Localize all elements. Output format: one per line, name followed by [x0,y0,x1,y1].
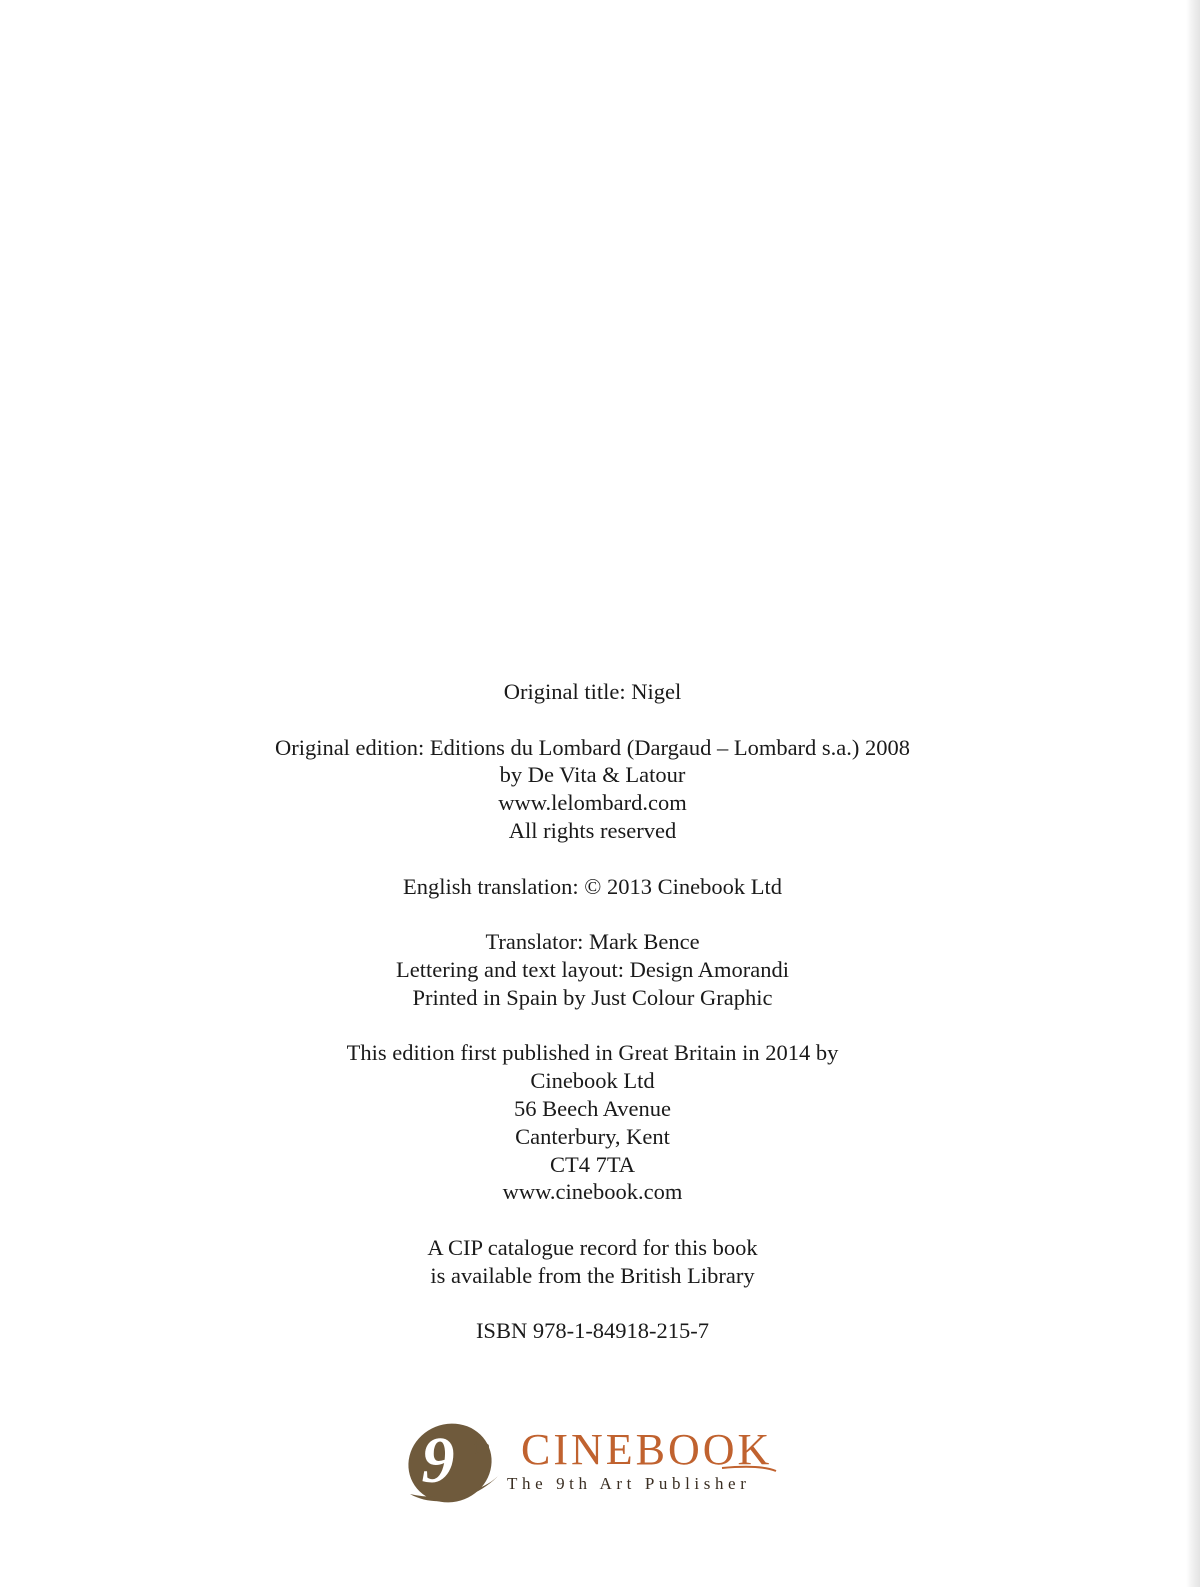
translation-copyright: English translation: © 2013 Cinebook Ltd [403,873,782,899]
spacer [0,900,1185,928]
address-street: 56 Beech Avenue [513,1095,672,1121]
original-edition: Original edition: Editions du Lombard (Dargaud – Lombard s.a.) 2008 [274,734,911,760]
spacer [0,1206,1185,1234]
address-city: Canterbury, Kent [515,1123,670,1149]
emblem-numeral: 9 [421,1424,455,1497]
lettering-credit: Lettering and text layout: Design Amorandi [395,956,790,982]
address-postcode: CT4 7TA [549,1151,636,1177]
original-website: www.lelombard.com [498,790,687,816]
copyright-credits [0,678,1185,1345]
publisher-name: Cinebook Ltd [530,1068,655,1094]
translator-credit: Translator: Mark Bence [485,929,700,955]
cip-notice-line2: is available from the British Library [430,1262,755,1288]
wordmark: CINEBOOK [521,1425,773,1474]
spacer [0,1290,1185,1318]
spacer [0,1012,1185,1040]
page-edge-shadow [1186,0,1200,1587]
isbn: ISBN 978-1-84918-215-7 [475,1318,710,1344]
original-title: Original title: Nigel [503,679,682,704]
authors: by De Vita & Latour [499,762,686,788]
rights-notice: All rights reserved [508,817,677,843]
emblem-superscript: th [473,1434,491,1459]
spacer [0,706,1185,734]
edition-line: This edition first published in Great Britain in 2014 by [346,1040,839,1066]
tagline: The 9th Art Publisher [507,1474,751,1493]
cinebook-logo [404,1416,784,1506]
spacer [0,845,1185,873]
wordmark-swash [722,1467,776,1471]
printer-credit: Printed in Spain by Just Colour Graphic [412,984,773,1010]
publisher-website: www.cinebook.com [502,1179,683,1205]
cip-notice-line1: A CIP catalogue record for this book [427,1234,758,1260]
